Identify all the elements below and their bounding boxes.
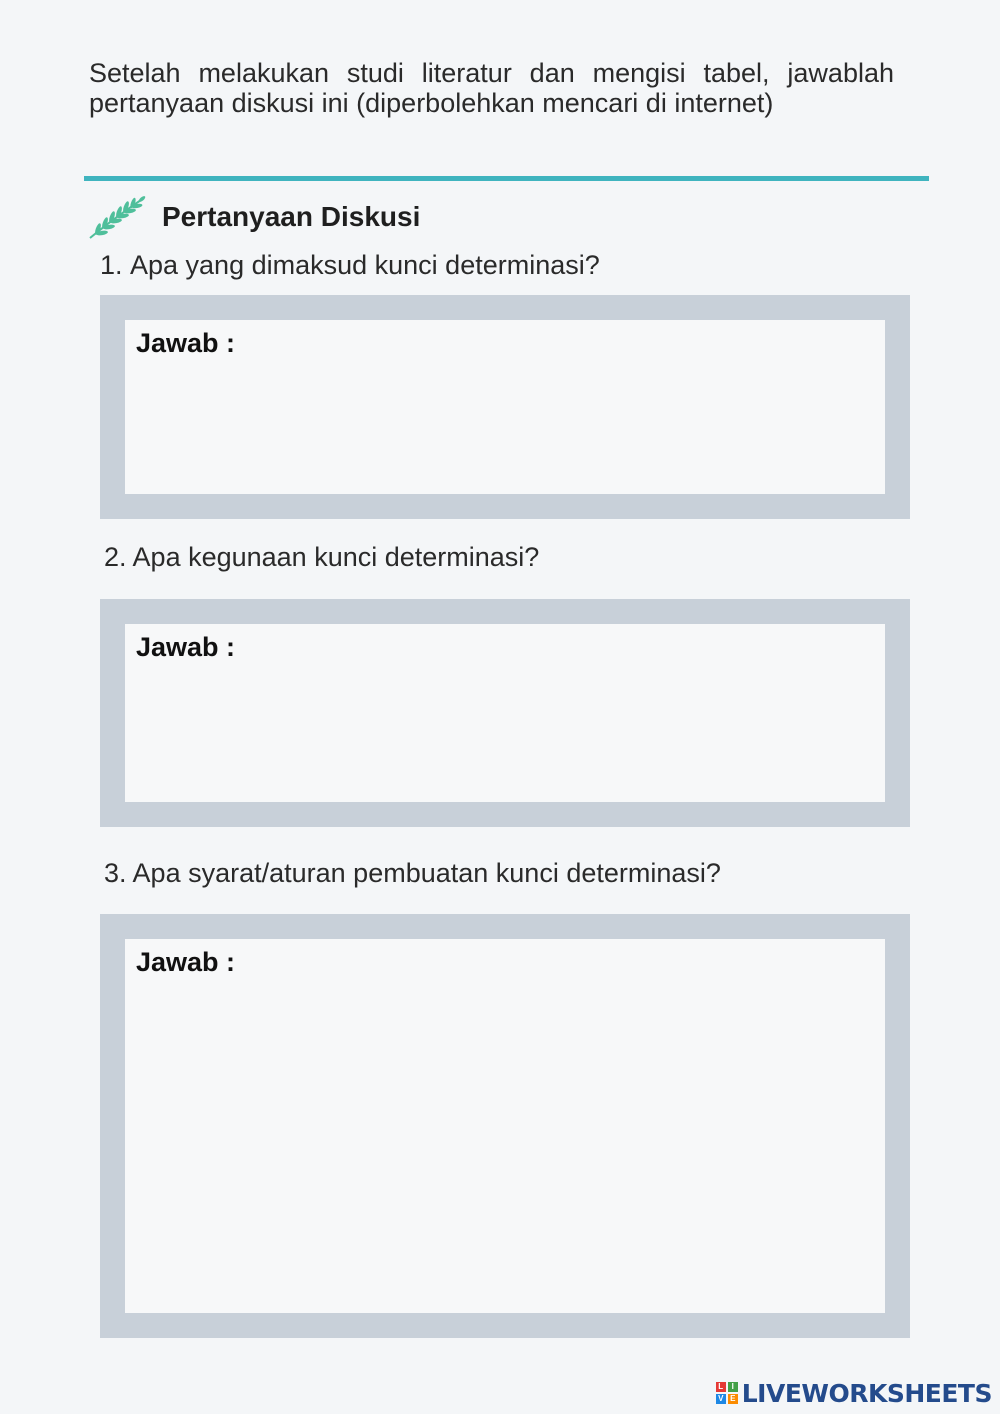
answer-label: Jawab : xyxy=(136,632,236,662)
question-2 xyxy=(104,542,539,573)
logo-letter: L xyxy=(716,1382,726,1392)
answer-box-1 xyxy=(100,295,910,519)
answer-box-2 xyxy=(100,599,910,827)
leaf-icon xyxy=(86,192,148,242)
question-number: 2. xyxy=(104,542,127,572)
question-text: Apa yang dimaksud kunci determinasi? xyxy=(130,250,600,280)
answer-field-1[interactable] xyxy=(125,320,885,494)
question-1 xyxy=(100,250,600,281)
question-number: 3. xyxy=(104,858,127,888)
answer-box-3 xyxy=(100,914,910,1338)
section-title: Pertanyaan Diskusi xyxy=(162,201,421,232)
question-number: 1. xyxy=(100,250,123,280)
answer-field-2[interactable] xyxy=(125,624,885,802)
intro-paragraph: Setelah melakukan studi literatur dan mengisi tabel, jawablah pertanyaan diskusi ini (diperbolehkan mencari di internet) xyxy=(89,58,894,118)
liveworksheets-logo xyxy=(716,1378,992,1408)
answer-label: Jawab : xyxy=(136,328,236,358)
divider-line xyxy=(84,176,929,181)
logo-letter: V xyxy=(716,1394,726,1404)
logo-letter: I xyxy=(728,1382,738,1392)
logo-letter: E xyxy=(728,1394,738,1404)
question-3 xyxy=(104,858,721,889)
answer-field-3[interactable] xyxy=(125,939,885,1313)
question-text: Apa kegunaan kunci determinasi? xyxy=(132,542,540,572)
logo-grid-icon xyxy=(716,1382,738,1404)
answer-label: Jawab : xyxy=(136,947,236,977)
brand-name: LIVEWORKSHEETS xyxy=(741,1378,992,1408)
question-text: Apa syarat/aturan pembuatan kunci determinasi? xyxy=(132,858,721,888)
